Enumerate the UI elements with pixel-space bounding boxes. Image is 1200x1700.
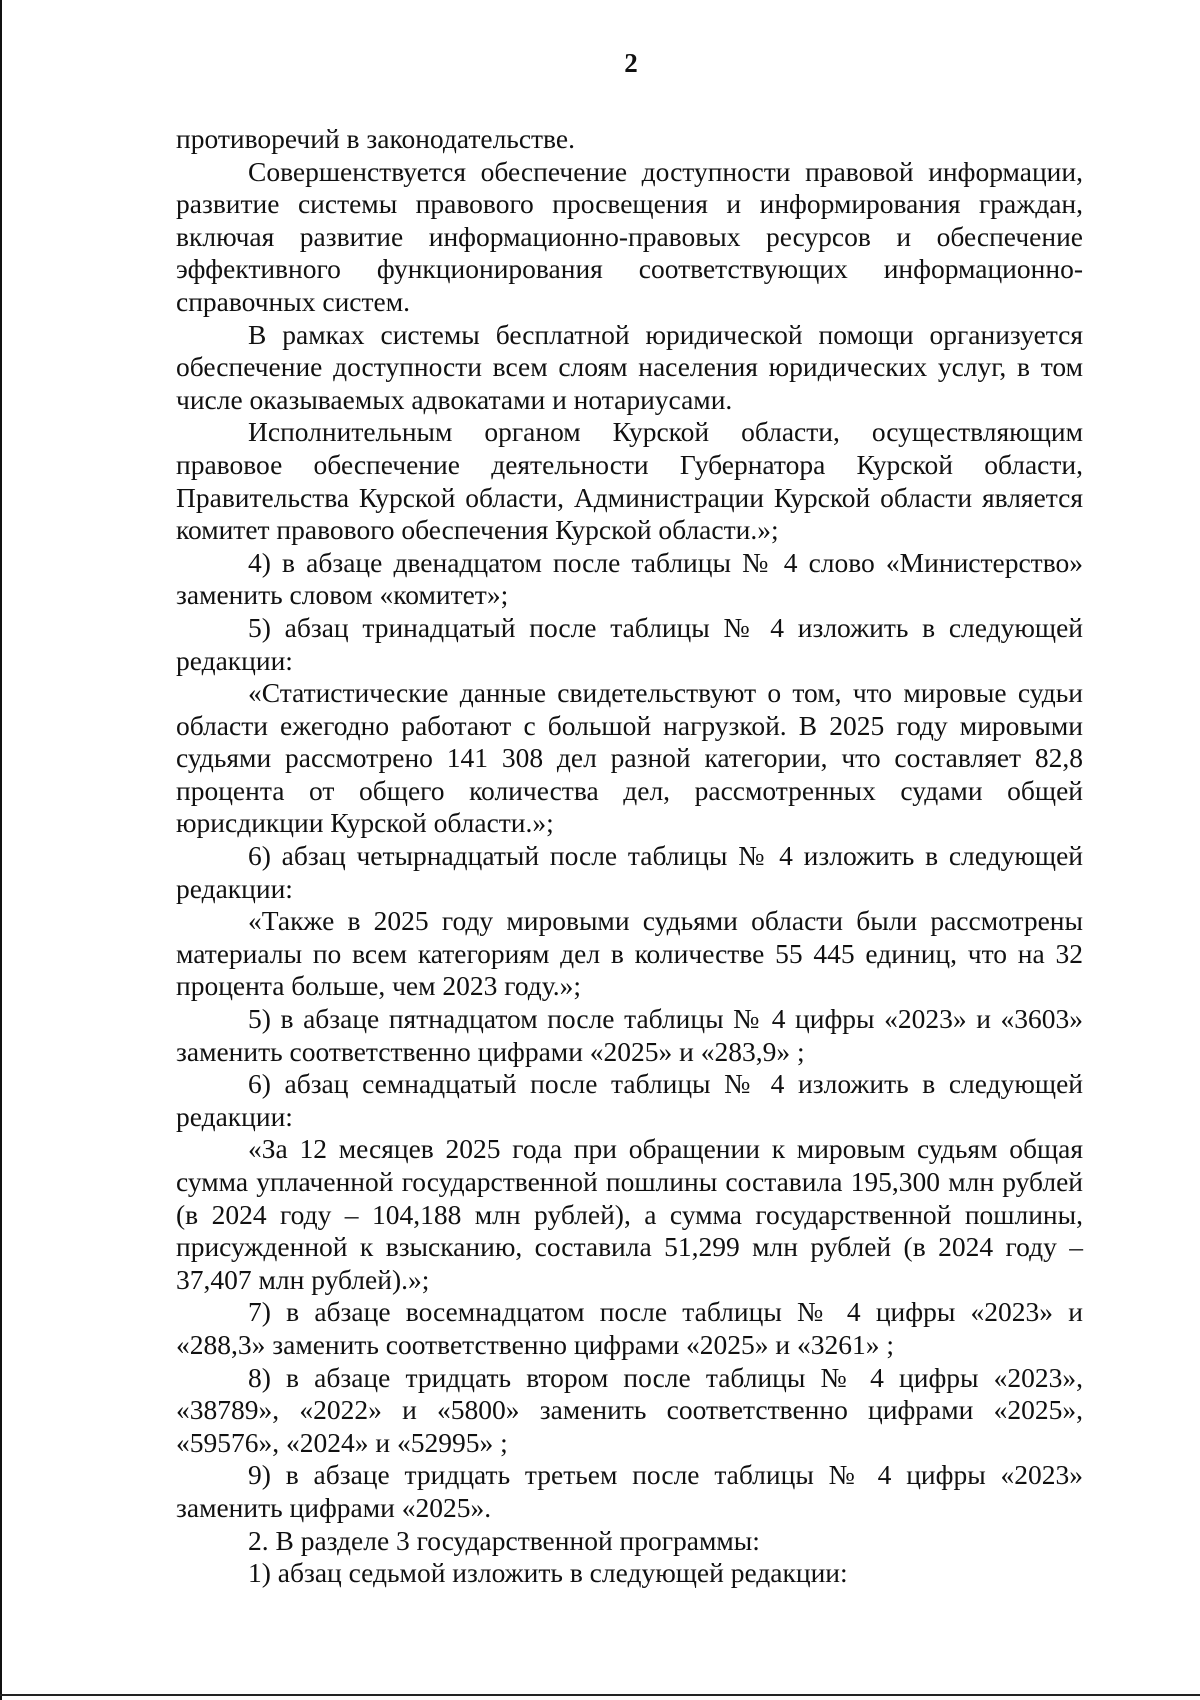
- paragraph: «За 12 месяцев 2025 года при обращении к мировым судьям общая сумма уплаченной государственной пошлины составила 195,300 млн рублей (в 2024 году – 104,188 млн рублей), а сумма государственной пошлины, присужденной к взысканию, составила 51,299 млн рублей (в 2024 году – 37,407 млн рублей).»;: [176, 1133, 1083, 1295]
- paragraph: 9) в абзаце тридцать третьем после таблицы № 4 цифры «2023» заменить цифрами «2025».: [176, 1459, 1083, 1523]
- scan-left-edge: [0, 0, 2, 1700]
- paragraph: Совершенствуется обеспечение доступности правовой информации, развитие системы правового просвещения и информирования граждан, включая развитие информационно-правовых ресурсов и обеспечение эффективного функционирования соответствующих информационно-справочных систем.: [176, 155, 1083, 317]
- paragraph: 7) в абзаце восемнадцатом после таблицы № 4 цифры «2023» и «288,3» заменить соответственно цифрами «2025» и «3261» ;: [176, 1296, 1083, 1360]
- paragraph: В рамках системы бесплатной юридической помощи организуется обеспечение доступности всем слоям населения юридических услуг, в том числе оказываемых адвокатами и нотариусами.: [176, 318, 1083, 415]
- paragraph: 6) абзац семнадцатый после таблицы № 4 изложить в следующей редакции:: [176, 1068, 1083, 1132]
- paragraph: 5) в абзаце пятнадцатом после таблицы № 4 цифры «2023» и «3603» заменить соответственно цифрами «2025» и «283,9» ;: [176, 1003, 1083, 1067]
- paragraph: 2. В разделе 3 государственной программы:: [248, 1524, 760, 1556]
- scan-bottom-edge: [0, 1694, 1200, 1696]
- paragraph: 6) абзац четырнадцатый после таблицы № 4 изложить в следующей редакции:: [176, 840, 1083, 904]
- paragraph: 8) в абзаце тридцать втором после таблицы № 4 цифры «2023», «38789», «2022» и «5800» заменить соответственно цифрами «2025», «59576», «2024» и «52995» ;: [176, 1361, 1083, 1458]
- paragraph: «Статистические данные свидетельствуют о том, что мировые судьи области ежегодно работают с большой нагрузкой. В 2025 году мировыми судьями рассмотрено 141 308 дел разной категории, что составляет 82,8 процента от общего количества дел, рассмотренных судами общей юрисдикции Курской области.»;: [176, 677, 1083, 839]
- paragraph: Исполнительным органом Курской области, осуществляющим правовое обеспечение деятельности Губернатора Курской области, Правительства Курской области, Администрации Курской области является комитет правового обеспечения Курской области.»;: [176, 416, 1083, 546]
- paragraph: противоречий в законодательстве.: [176, 123, 575, 154]
- paragraph: 4) в абзаце двенадцатом после таблицы № 4 слово «Министерство» заменить словом «комитет»;: [176, 546, 1083, 611]
- paragraph: 1) абзац седьмой изложить в следующей редакции:: [248, 1557, 848, 1589]
- paragraph: «Также в 2025 году мировыми судьями области были рассмотрены материалы по всем категориям дел в количестве 55 445 единиц, что на 32 процента больше, чем 2023 году.»;: [176, 905, 1083, 1002]
- page-number: 2: [624, 48, 638, 78]
- document-body: [176, 123, 1083, 1590]
- paragraph: 5) абзац тринадцатый после таблицы № 4 изложить в следующей редакции:: [176, 611, 1083, 676]
